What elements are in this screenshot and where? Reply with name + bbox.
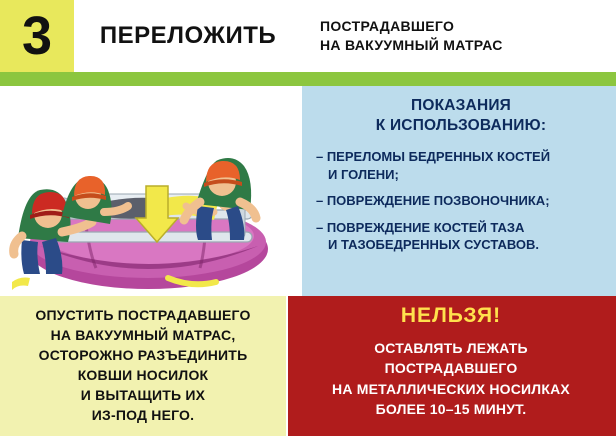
rescue-scene-illustration [0, 86, 302, 296]
step-number-badge [0, 0, 74, 72]
header-green-divider [0, 72, 616, 86]
illustration [0, 86, 302, 296]
indications-title-line-1: ПОКАЗАНИЯ [410, 97, 512, 114]
warning-panel [286, 296, 616, 436]
header [0, 0, 616, 72]
instruction-line: ОПУСТИТЬ ПОСТРАДАВШЕГО [35, 307, 251, 324]
instruction-line: И ВЫТАЩИТЬ ИХ [80, 386, 206, 403]
warning-line: ПОСТРАДАВШЕГО [384, 360, 518, 377]
bottom-panels-divider [286, 296, 288, 436]
indication-item [316, 148, 606, 183]
instruction-panel [0, 296, 286, 436]
indication-item-line-2: И ТАЗОБЕДРЕННЫХ СУСТАВОВ. [328, 237, 540, 253]
indication-item-line-1: – ПОВРЕЖДЕНИЕ КОСТЕЙ ТАЗА [316, 219, 525, 235]
indications-title [316, 96, 606, 136]
warning-line: ОСТАВЛЯТЬ ЛЕЖАТЬ [374, 340, 528, 356]
page-title: ПЕРЕЛОЖИТЬ [99, 22, 277, 49]
indications-title-line-2: К ИСПОЛЬЗОВАНИЮ: [375, 117, 547, 135]
indication-item [316, 219, 606, 254]
indications-panel [302, 86, 616, 296]
instruction-line: ИЗ-ПОД НЕГО. [91, 406, 195, 423]
header-subtitle-line-1: ПОСТРАДАВШЕГО [320, 18, 455, 35]
instruction-line: ОСТОРОЖНО РАЗЪЕДИНИТЬ [38, 347, 248, 364]
indication-item-line-1: – ПОВРЕЖДЕНИЕ ПОЗВОНОЧНИКА; [316, 193, 550, 209]
step-number: 3 [21, 6, 53, 66]
warning-title: НЕЛЬЗЯ! [400, 304, 502, 327]
header-subtitle-line-2: НА ВАКУУМНЫЙ МАТРАС [320, 37, 503, 53]
warning-line: БОЛЕЕ 10–15 МИНУТ. [375, 400, 527, 417]
indication-item-line-2: И ГОЛЕНИ; [328, 166, 399, 182]
instruction-line: КОВШИ НОСИЛОК [77, 367, 209, 383]
warning-line: НА МЕТАЛЛИЧЕСКИХ НОСИЛКАХ [332, 380, 570, 397]
indication-item [316, 192, 606, 210]
instruction-line: НА ВАКУУМНЫЙ МАТРАС, [50, 327, 236, 344]
header-title-container [74, 0, 302, 72]
indication-item-line-1: – ПЕРЕЛОМЫ БЕДРЕННЫХ КОСТЕЙ [316, 149, 551, 165]
header-subtitle-container [302, 0, 616, 72]
